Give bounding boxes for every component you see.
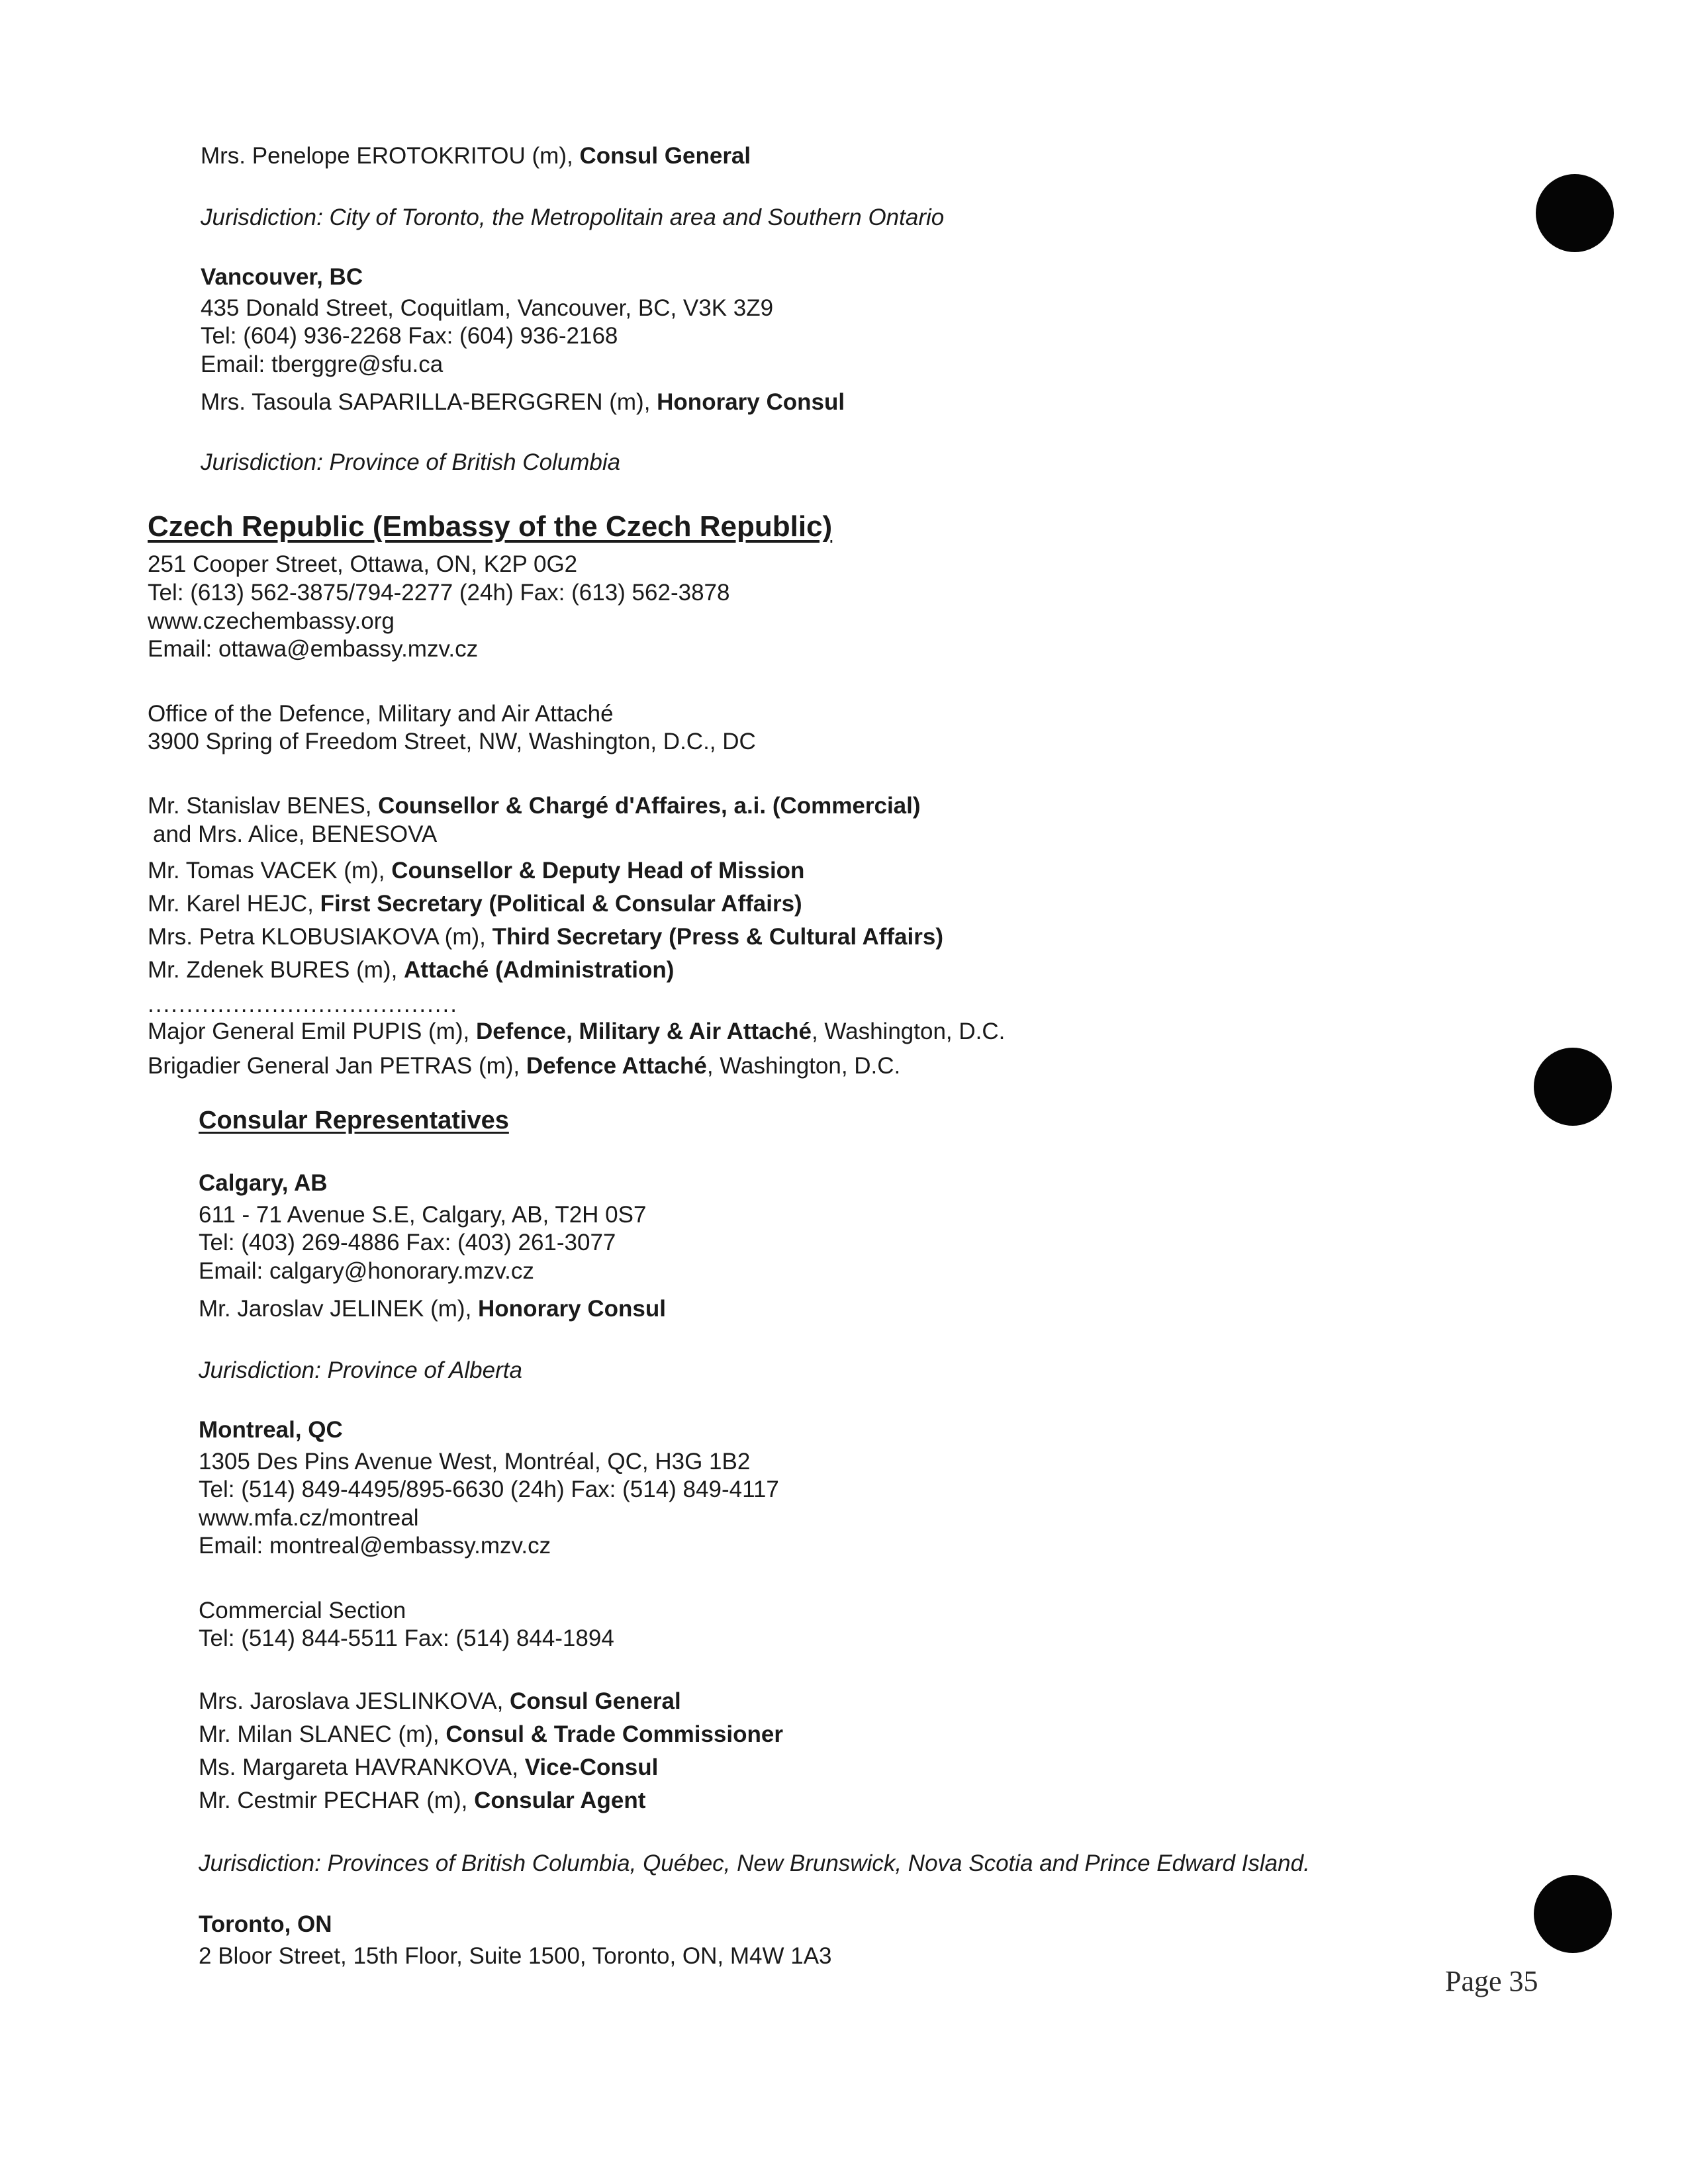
vancouver-jurisdiction: Jurisdiction: Province of British Columbia — [201, 449, 621, 475]
military-row — [148, 1052, 900, 1080]
calgary-phone: Tel: (403) 269-4886 Fax: (403) 261-3077 — [199, 1230, 616, 1255]
person-name: Mrs. Jaroslava JESLINKOVA, — [199, 1688, 510, 1714]
embassy-website: www.czechembassy.org — [148, 608, 395, 634]
montreal-city: Montreal, QC — [199, 1417, 343, 1443]
toronto-address: 2 Bloor Street, 15th Floor, Suite 1500, Toronto, ON, M4W 1A3 — [199, 1943, 832, 1969]
consular-heading: Consular Representatives — [199, 1107, 509, 1134]
separator-dots: ........................................ — [148, 991, 458, 1017]
toronto-cg-jurisdiction: Jurisdiction: City of Toronto, the Metropolitain area and Southern Ontario — [201, 205, 945, 230]
calgary-jurisdiction: Jurisdiction: Province of Alberta — [199, 1357, 522, 1383]
staff-row — [148, 923, 943, 951]
person-name: Mr. Tomas VACEK (m), — [148, 858, 392, 884]
person-title: Attaché (Administration) — [404, 957, 675, 983]
staff-row — [148, 857, 804, 885]
location: , Washington, D.C. — [811, 1019, 1006, 1044]
person-title: Consul & Trade Commissioner — [445, 1721, 783, 1747]
military-row — [148, 1018, 1005, 1046]
person-name: Mr. Cestmir PECHAR (m), — [199, 1788, 475, 1813]
toronto-cg-entry — [201, 142, 751, 170]
embassy-address: 251 Cooper Street, Ottawa, ON, K2P 0G2 — [148, 551, 578, 577]
person-title: Consul General — [510, 1688, 681, 1714]
person-title: First Secretary (Political & Consular Affairs) — [320, 891, 802, 917]
montreal-jurisdiction: Jurisdiction: Provinces of British Columbia, Québec, New Brunswick, Nova Scotia and Prince Edward Island. — [199, 1850, 1310, 1876]
person-name: Mr. Jaroslav JELINEK (m), — [199, 1296, 479, 1322]
montreal-staff-row — [199, 1787, 645, 1815]
calgary-email: Email: calgary@honorary.mzv.cz — [199, 1258, 534, 1284]
montreal-phone: Tel: (514) 849-4495/895-6630 (24h) Fax: (514) 849-4117 — [199, 1477, 779, 1502]
calgary-consul-entry — [199, 1295, 666, 1323]
person-name: Mr. Zdenek BURES (m), — [148, 957, 404, 983]
vancouver-phone: Tel: (604) 936-2268 Fax: (604) 936-2168 — [201, 323, 618, 349]
person-title: Counsellor & Deputy Head of Mission — [391, 858, 805, 884]
person-title: Consul General — [579, 143, 751, 169]
vancouver-email: Email: tberggre@sfu.ca — [201, 351, 444, 377]
vancouver-city: Vancouver, BC — [201, 264, 363, 290]
person-name: Brigadier General Jan PETRAS (m), — [148, 1053, 526, 1079]
person-title: Honorary Consul — [478, 1296, 666, 1322]
montreal-staff-row — [199, 1688, 681, 1715]
punch-hole-icon — [1534, 1048, 1612, 1126]
toronto-city: Toronto, ON — [199, 1911, 332, 1937]
calgary-city: Calgary, AB — [199, 1170, 328, 1196]
staff-spouse: and Mrs. Alice, BENESOVA — [153, 821, 438, 847]
montreal-staff-row — [199, 1754, 658, 1782]
montreal-website: www.mfa.cz/montreal — [199, 1505, 419, 1531]
attache-office: Office of the Defence, Military and Air Attaché — [148, 701, 614, 727]
punch-hole-icon — [1536, 174, 1614, 252]
person-name: Ms. Margareta HAVRANKOVA, — [199, 1754, 525, 1780]
person-name: Mr. Milan SLANEC (m), — [199, 1721, 446, 1747]
person-name: Mr. Karel HEJC, — [148, 891, 320, 917]
staff-row — [148, 792, 921, 820]
staff-row — [148, 956, 674, 984]
person-title: Third Secretary (Press & Cultural Affairs) — [492, 924, 943, 950]
page-number: Page 35 — [1445, 1965, 1538, 1997]
person-title: Vice-Consul — [524, 1754, 659, 1780]
embassy-phone: Tel: (613) 562-3875/794-2277 (24h) Fax: (613) 562-3878 — [148, 580, 730, 606]
montreal-staff-row — [199, 1721, 783, 1749]
attache-address: 3900 Spring of Freedom Street, NW, Washington, D.C., DC — [148, 729, 756, 754]
staff-row — [148, 890, 802, 918]
person-title: Honorary Consul — [657, 389, 845, 415]
person-name: Mrs. Tasoula SAPARILLA-BERGGREN (m), — [201, 389, 657, 415]
person-name: Mr. Stanislav BENES, — [148, 793, 379, 819]
embassy-heading: Czech Republic (Embassy of the Czech Republic) — [148, 510, 833, 543]
commercial-phone: Tel: (514) 844-5511 Fax: (514) 844-1894 — [199, 1625, 614, 1651]
person-name: Mrs. Petra KLOBUSIAKOVA (m), — [148, 924, 492, 950]
person-title: Counsellor & Chargé d'Affaires, a.i. (Commercial) — [378, 793, 921, 819]
location: , Washington, D.C. — [706, 1053, 901, 1079]
vancouver-address: 435 Donald Street, Coquitlam, Vancouver, BC, V3K 3Z9 — [201, 295, 774, 321]
person-title: Consular Agent — [474, 1788, 646, 1813]
person-title: Defence Attaché — [526, 1053, 707, 1079]
montreal-address: 1305 Des Pins Avenue West, Montréal, QC, H3G 1B2 — [199, 1449, 751, 1475]
commercial-section: Commercial Section — [199, 1598, 406, 1623]
person-name: Mrs. Penelope EROTOKRITOU (m), — [201, 143, 580, 169]
montreal-email: Email: montreal@embassy.mzv.cz — [199, 1533, 551, 1559]
person-title: Defence, Military & Air Attaché — [475, 1019, 812, 1044]
person-name: Major General Emil PUPIS (m), — [148, 1019, 476, 1044]
calgary-address: 611 - 71 Avenue S.E, Calgary, AB, T2H 0S7 — [199, 1202, 647, 1228]
punch-hole-icon — [1534, 1875, 1612, 1953]
embassy-email: Email: ottawa@embassy.mzv.cz — [148, 636, 479, 662]
vancouver-consul-entry — [201, 388, 845, 416]
